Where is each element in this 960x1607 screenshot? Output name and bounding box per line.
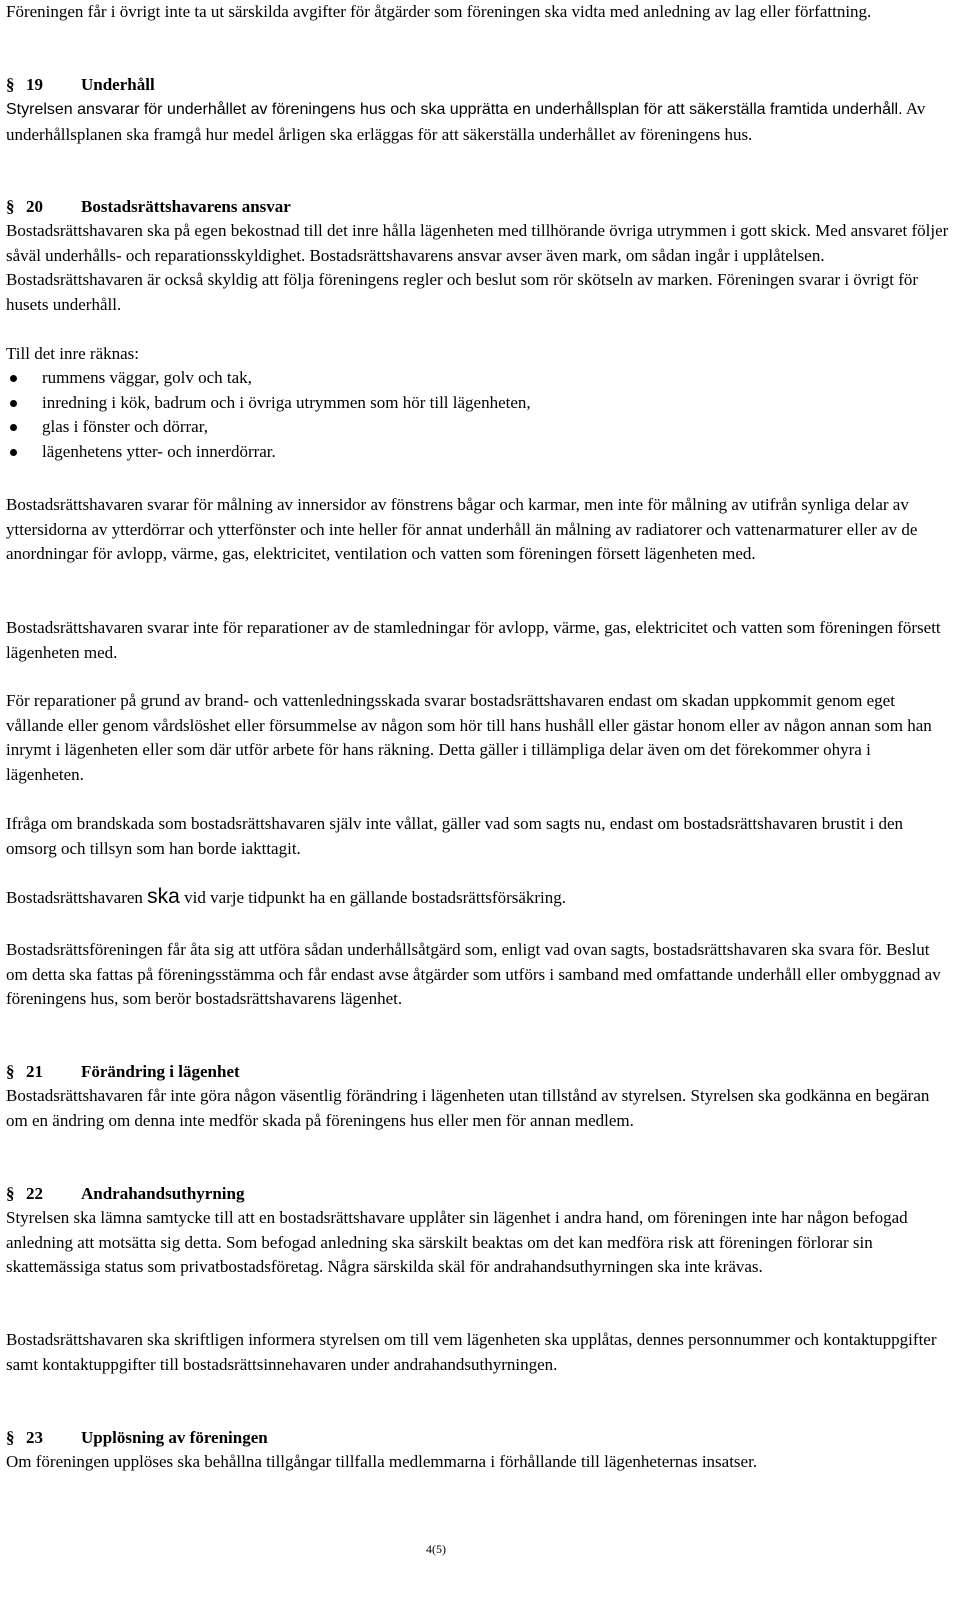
pipes-paragraph: Bostadsrättshavaren svarar inte för reparationer av de stamledningar för avlopp, värme, gas, elektricitet och vatten som föreningen försett lägenheten med. bbox=[6, 618, 941, 662]
list-item: glas i fönster och dörrar, bbox=[6, 415, 950, 440]
maintenance-measure-paragraph: Bostadsrättsföreningen får åta sig att utföra sådan underhållsåtgärd som, enligt vad ovan sagts, bostadsrättshavaren ska svara för. Beslut om detta ska fattas på föreningsstämma och får endast avse åtgärder som utförs i samband med omfattande underhåll eller ombyggnad av föreningens hus, som berör bostadsrättshavarens lägenhet. bbox=[6, 940, 941, 1008]
insurance-paragraph bbox=[6, 885, 950, 911]
intro-paragraph: Föreningen får i övrigt inte ta ut särskilda avgifter för åtgärder som föreningen ska vidta med anledning av lag eller författning. bbox=[6, 2, 872, 21]
section-title: Bostadsrättshavarens ansvar bbox=[81, 197, 291, 216]
insurance-part-c: vid varje tidpunkt ha en gällande bostadsrättsförsäkring. bbox=[184, 888, 567, 907]
section-21-heading bbox=[6, 1060, 950, 1085]
section-20-heading bbox=[6, 195, 950, 220]
section-number: 22 bbox=[26, 1184, 43, 1203]
section-19-body bbox=[6, 97, 950, 147]
section-title: Förändring i lägenhet bbox=[81, 1062, 240, 1081]
painting-paragraph: Bostadsrättshavaren svarar för målning av innersidor av fönstrens bågar och karmar, men inte för målning av utifrån synliga delar av yttersidorna av ytterdörrar och ytterfönster och inte heller för annat underhåll än målning av radiatorer och vattenarmaturer eller av de anordningar för avlopp, värme, gas, elektricitet, ventilation och vatten som föreningen försett lägenheten med. bbox=[6, 495, 918, 563]
section-19-heading bbox=[6, 73, 950, 98]
section-21-body: Bostadsrättshavaren får inte göra någon väsentlig förändring i lägenheten utan tillstånd av styrelsen. Styrelsen ska godkänna en begäran om en ändring om denna inte medför skada på föreningens hus eller men för annan medlem. bbox=[6, 1086, 930, 1130]
section-22-paragraph-2: Bostadsrättshavaren ska skriftligen informera styrelsen om till vem lägenheten ska upplåtas, dennes personnummer och kontaktuppgifter samt kontaktuppgifter till bostadsrättsinnehavaren under andrahandsuthyrningen. bbox=[6, 1330, 937, 1374]
list-intro: Till det inre räknas: bbox=[6, 344, 139, 363]
section-22-body: Styrelsen ska lämna samtycke till att en bostadsrättshavare upplåter sin lägenhet i andra hand, om föreningen inte har någon befogad anledning att motsätta sig detta. Som befogad anledning ska särskilt beaktas om det kan medföra risk att föreningen förlorar sin skattemässiga status som privatbostadsföretag. Några särskilda skäl för andrahandsuthyrningen ska inte krävas. bbox=[6, 1208, 908, 1276]
section-sign: § bbox=[6, 197, 15, 216]
section-title: Upplösning av föreningen bbox=[81, 1428, 268, 1447]
list-item: lägenhetens ytter- och innerdörrar. bbox=[6, 440, 950, 465]
section-19-body-part-a: Styrelsen ansvarar för underhållet av föreningens hus och ska upprätta en underhållsplan för att säkerställa framtida underhåll. bbox=[6, 101, 903, 118]
section-23-heading bbox=[6, 1426, 950, 1451]
section-sign: § bbox=[6, 1062, 15, 1081]
insurance-part-b: ska bbox=[147, 885, 180, 908]
section-sign: § bbox=[6, 1184, 15, 1203]
section-title: Andrahandsuthyrning bbox=[81, 1184, 245, 1203]
section-22-heading bbox=[6, 1182, 950, 1207]
list-item: inredning i kök, badrum och i övriga utrymmen som hör till lägenheten, bbox=[6, 391, 950, 416]
list-item: rummens väggar, golv och tak, bbox=[6, 366, 950, 391]
section-19-body-part-b: Av underhållsplanen ska framgå hur medel årligen ska erläggas för att säkerställa underhållet av föreningens hus. bbox=[6, 99, 926, 144]
section-number: 21 bbox=[26, 1062, 43, 1081]
section-number: 19 bbox=[26, 75, 43, 94]
section-number: 20 bbox=[26, 197, 43, 216]
fire-damage-paragraph: Ifråga om brandskada som bostadsrättshavaren själv inte vållat, gäller vad som sagts nu, endast om bostadsrättshavaren brustit i den omsorg och tillsyn som han borde iakttagit. bbox=[6, 814, 903, 858]
page-number: 4(5) bbox=[426, 1542, 446, 1556]
inner-parts-list bbox=[6, 366, 950, 464]
section-sign: § bbox=[6, 75, 15, 94]
section-20-body: Bostadsrättshavaren ska på egen bekostnad till det inre hålla lägenheten med tillhörande övriga utrymmen i gott skick. Med ansvaret följer såväl underhålls- och reparationsskyldighet. Bostadsrättshavarens ansvar avser även mark, om sådan ingår i upplåtelsen. Bostadsrättshavaren är också skyldig att följa föreningens regler och beslut som rör skötseln av marken. Föreningen svarar i övrigt för husets underhåll. bbox=[6, 221, 949, 314]
damage-paragraph: För reparationer på grund av brand- och vattenledningsskada svarar bostadsrättshavaren endast om skadan uppkommit genom eget vållande eller genom vårdslöshet eller försummelse av någon som hör till hans hushåll eller gästar honom eller av någon annan som han inrymt i lägenheten eller som där utför arbete för hans räkning. Detta gäller i tillämpliga delar även om det förekommer ohyra i lägenheten. bbox=[6, 691, 932, 784]
section-23-body: Om föreningen upplöses ska behållna tillgångar tillfalla medlemmarna i förhållande till lägenheternas insatser. bbox=[6, 1452, 758, 1471]
section-sign: § bbox=[6, 1428, 15, 1447]
section-title: Underhåll bbox=[81, 75, 155, 94]
section-number: 23 bbox=[26, 1428, 43, 1447]
insurance-part-a: Bostadsrättshavaren bbox=[6, 888, 143, 907]
